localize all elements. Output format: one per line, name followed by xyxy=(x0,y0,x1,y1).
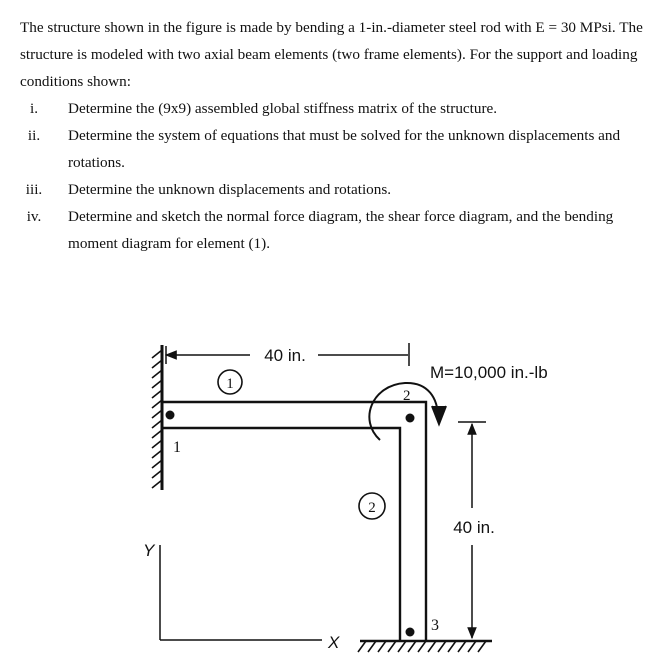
task-text: Determine and sketch the normal force diagram, the shear force diagram, and the bending moment diagram for element (1). xyxy=(68,208,614,252)
element-2-label: 2 xyxy=(368,500,376,516)
task-number: iii. xyxy=(25,181,43,198)
node-1-dot xyxy=(166,411,175,420)
element-1-label: 1 xyxy=(226,376,234,392)
vertical-dimension-label: 40 in. xyxy=(453,518,495,537)
element-1-marker xyxy=(218,370,242,394)
horizontal-dimension-label: 40 in. xyxy=(264,346,306,365)
node-3-label: 3 xyxy=(431,617,439,634)
task-text: Determine the system of equations that must be solved for the unknown displacements and rotations. xyxy=(68,127,621,171)
node-2-dot xyxy=(406,414,415,423)
node-2-label: 2 xyxy=(403,388,411,404)
x-axis-label: X xyxy=(328,633,340,652)
node-3-dot xyxy=(406,628,415,637)
y-axis-label: Y xyxy=(143,541,155,560)
frame-outer-edge xyxy=(162,402,426,640)
fixed-wall-support xyxy=(152,345,162,490)
task-number: i. xyxy=(29,100,39,117)
task-text: Determine the (9x9) assembled global stiffness matrix of the structure. xyxy=(68,100,498,117)
ground-support xyxy=(358,641,492,652)
task-number: iv. xyxy=(26,208,42,225)
coordinate-axes xyxy=(160,545,322,640)
frame-inner-edge xyxy=(162,428,400,640)
frame-members xyxy=(162,402,426,640)
task-number: ii. xyxy=(27,127,41,144)
node-1-label: 1 xyxy=(173,439,181,456)
task-text: Determine the unknown displacements and rotations. xyxy=(68,181,392,198)
problem-intro: The structure shown in the figure is made by bending a 1-in.-diameter steel rod with E = 30 MPsi. The structure is modeled with two axial beam elements (two frame elements). For the support and loading conditions shown: xyxy=(20,19,643,90)
element-2-marker xyxy=(359,493,385,519)
moment-label: M=10,000 in.-lb xyxy=(430,363,548,382)
